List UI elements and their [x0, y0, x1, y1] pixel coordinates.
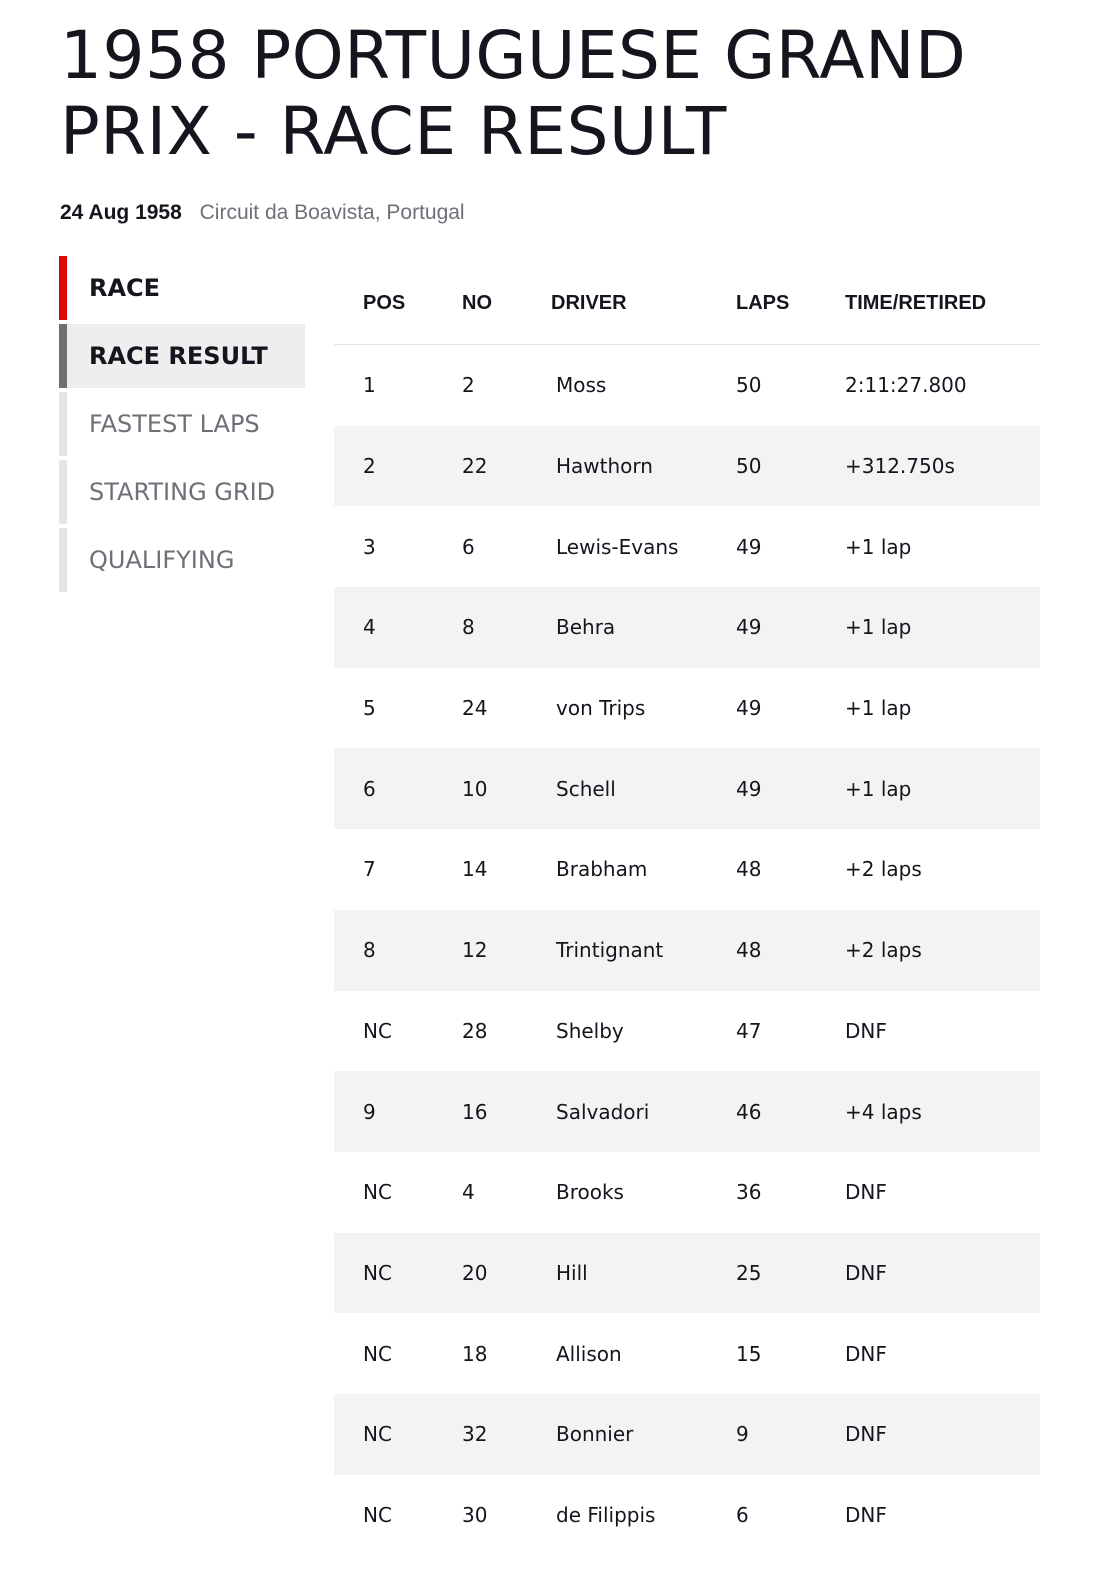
cell-pos: NC: [363, 1180, 392, 1205]
cell-pos: NC: [334, 1394, 462, 1475]
cell-driver[interactable]: Trintignant: [551, 910, 736, 991]
table-row[interactable]: [334, 345, 1040, 426]
cell-no: 16: [462, 1071, 551, 1152]
cell-laps: 48: [736, 857, 762, 882]
nav-item-fastest-laps[interactable]: FASTEST LAPS: [59, 392, 305, 456]
cell-laps: 49: [736, 534, 762, 559]
cell-pos: NC: [363, 1018, 392, 1043]
cell-pos: 6: [334, 748, 462, 829]
cell-driver[interactable]: Salvadori: [551, 1071, 736, 1152]
cell-laps: 49: [736, 696, 762, 721]
nav-item-race[interactable]: RACE: [59, 256, 305, 320]
table-row[interactable]: [334, 426, 1040, 507]
cell-driver[interactable]: Behra: [551, 587, 736, 668]
cell-time-retired: DNF: [845, 1180, 887, 1205]
cell-pos: 8: [334, 910, 462, 991]
cell-time-retired: +1 lap: [845, 587, 1040, 668]
cell-laps: 48: [736, 910, 845, 991]
cell-driver[interactable]: von Trips: [556, 696, 646, 721]
table-row[interactable]: [334, 668, 1040, 749]
table-row[interactable]: [334, 1071, 1040, 1152]
cell-no: 6: [462, 534, 475, 559]
cell-laps: 15: [736, 1341, 762, 1366]
cell-time-retired: DNF: [845, 1502, 887, 1527]
cell-no: 28: [462, 1018, 488, 1043]
header-laps: LAPS: [736, 262, 845, 345]
cell-pos: 3: [363, 534, 376, 559]
cell-pos: 5: [363, 696, 376, 721]
nav-item-starting-grid[interactable]: STARTING GRID: [59, 460, 305, 524]
cell-pos: 9: [334, 1071, 462, 1152]
cell-no: 22: [462, 426, 551, 507]
cell-driver[interactable]: de Filippis: [556, 1502, 656, 1527]
cell-time-retired: DNF: [845, 1233, 1040, 1314]
table-row[interactable]: [334, 991, 1040, 1072]
cell-no: 20: [462, 1233, 551, 1314]
results-side-nav: [59, 256, 305, 596]
cell-pos: NC: [334, 1233, 462, 1314]
cell-laps: 36: [736, 1180, 762, 1205]
header-no: NO: [462, 262, 551, 345]
table-header-row: [334, 262, 1040, 345]
cell-driver[interactable]: Allison: [556, 1341, 622, 1366]
cell-no: 8: [462, 587, 551, 668]
cell-time-retired: +1 lap: [845, 696, 912, 721]
cell-pos: 1: [363, 373, 376, 398]
cell-laps: 25: [736, 1233, 845, 1314]
race-meta: [60, 198, 465, 228]
cell-laps: 46: [736, 1071, 845, 1152]
cell-pos: NC: [363, 1341, 392, 1366]
cell-no: 4: [462, 1180, 475, 1205]
nav-item-race-result[interactable]: RACE RESULT: [59, 324, 305, 388]
cell-time-retired: DNF: [845, 1341, 887, 1366]
cell-no: 18: [462, 1341, 488, 1366]
cell-laps: 49: [736, 587, 845, 668]
cell-time-retired: 2:11:27.800: [845, 373, 967, 398]
cell-time-retired: +4 laps: [845, 1071, 1040, 1152]
cell-driver[interactable]: Schell: [551, 748, 736, 829]
cell-no: 12: [462, 910, 551, 991]
cell-time-retired: +2 laps: [845, 857, 922, 882]
cell-no: 10: [462, 748, 551, 829]
cell-no: 32: [462, 1394, 551, 1475]
results-table: [334, 262, 1040, 1555]
cell-no: 24: [462, 696, 488, 721]
cell-time-retired: +1 lap: [845, 748, 1040, 829]
table-row[interactable]: [334, 910, 1040, 991]
cell-driver[interactable]: Moss: [556, 373, 607, 398]
cell-pos: NC: [363, 1502, 392, 1527]
cell-laps: 9: [736, 1394, 845, 1475]
cell-no: 2: [462, 373, 475, 398]
cell-no: 14: [462, 857, 488, 882]
table-row[interactable]: [334, 1152, 1040, 1233]
cell-time-retired: DNF: [845, 1018, 887, 1043]
results-body: [334, 345, 1040, 1556]
table-row[interactable]: [334, 1313, 1040, 1394]
cell-time-retired: DNF: [845, 1394, 1040, 1475]
cell-pos: 7: [363, 857, 376, 882]
race-date: 24 Aug 1958: [60, 201, 182, 224]
cell-pos: 4: [334, 587, 462, 668]
table-row[interactable]: [334, 1233, 1040, 1314]
cell-driver[interactable]: Lewis-Evans: [556, 534, 679, 559]
table-row[interactable]: [334, 506, 1040, 587]
cell-laps: 50: [736, 426, 845, 507]
cell-driver[interactable]: Brabham: [556, 857, 648, 882]
header-time-retired: TIME/RETIRED: [845, 262, 1040, 345]
header-pos: POS: [334, 262, 462, 345]
race-circuit: Circuit da Boavista, Portugal: [199, 201, 465, 224]
cell-driver[interactable]: Bonnier: [551, 1394, 736, 1475]
cell-driver[interactable]: Hawthorn: [551, 426, 736, 507]
cell-driver[interactable]: Shelby: [556, 1018, 624, 1043]
table-row[interactable]: [334, 829, 1040, 910]
table-row[interactable]: [334, 748, 1040, 829]
table-row[interactable]: [334, 1394, 1040, 1475]
cell-time-retired: +1 lap: [845, 534, 912, 559]
table-row[interactable]: [334, 587, 1040, 668]
header-driver: DRIVER: [551, 262, 736, 345]
cell-laps: 49: [736, 748, 845, 829]
table-row[interactable]: [334, 1475, 1040, 1556]
page-title: 1958 PORTUGUESE GRAND PRIX - RACE RESULT: [60, 17, 967, 170]
cell-pos: 2: [334, 426, 462, 507]
cell-driver[interactable]: Brooks: [556, 1180, 624, 1205]
cell-laps: 50: [736, 373, 762, 398]
cell-no: 30: [462, 1502, 488, 1527]
cell-laps: 6: [736, 1502, 749, 1527]
cell-time-retired: +312.750s: [845, 426, 1040, 507]
cell-time-retired: +2 laps: [845, 910, 1040, 991]
cell-driver[interactable]: Hill: [551, 1233, 736, 1314]
cell-laps: 47: [736, 1018, 762, 1043]
nav-item-qualifying[interactable]: QUALIFYING: [59, 528, 305, 592]
